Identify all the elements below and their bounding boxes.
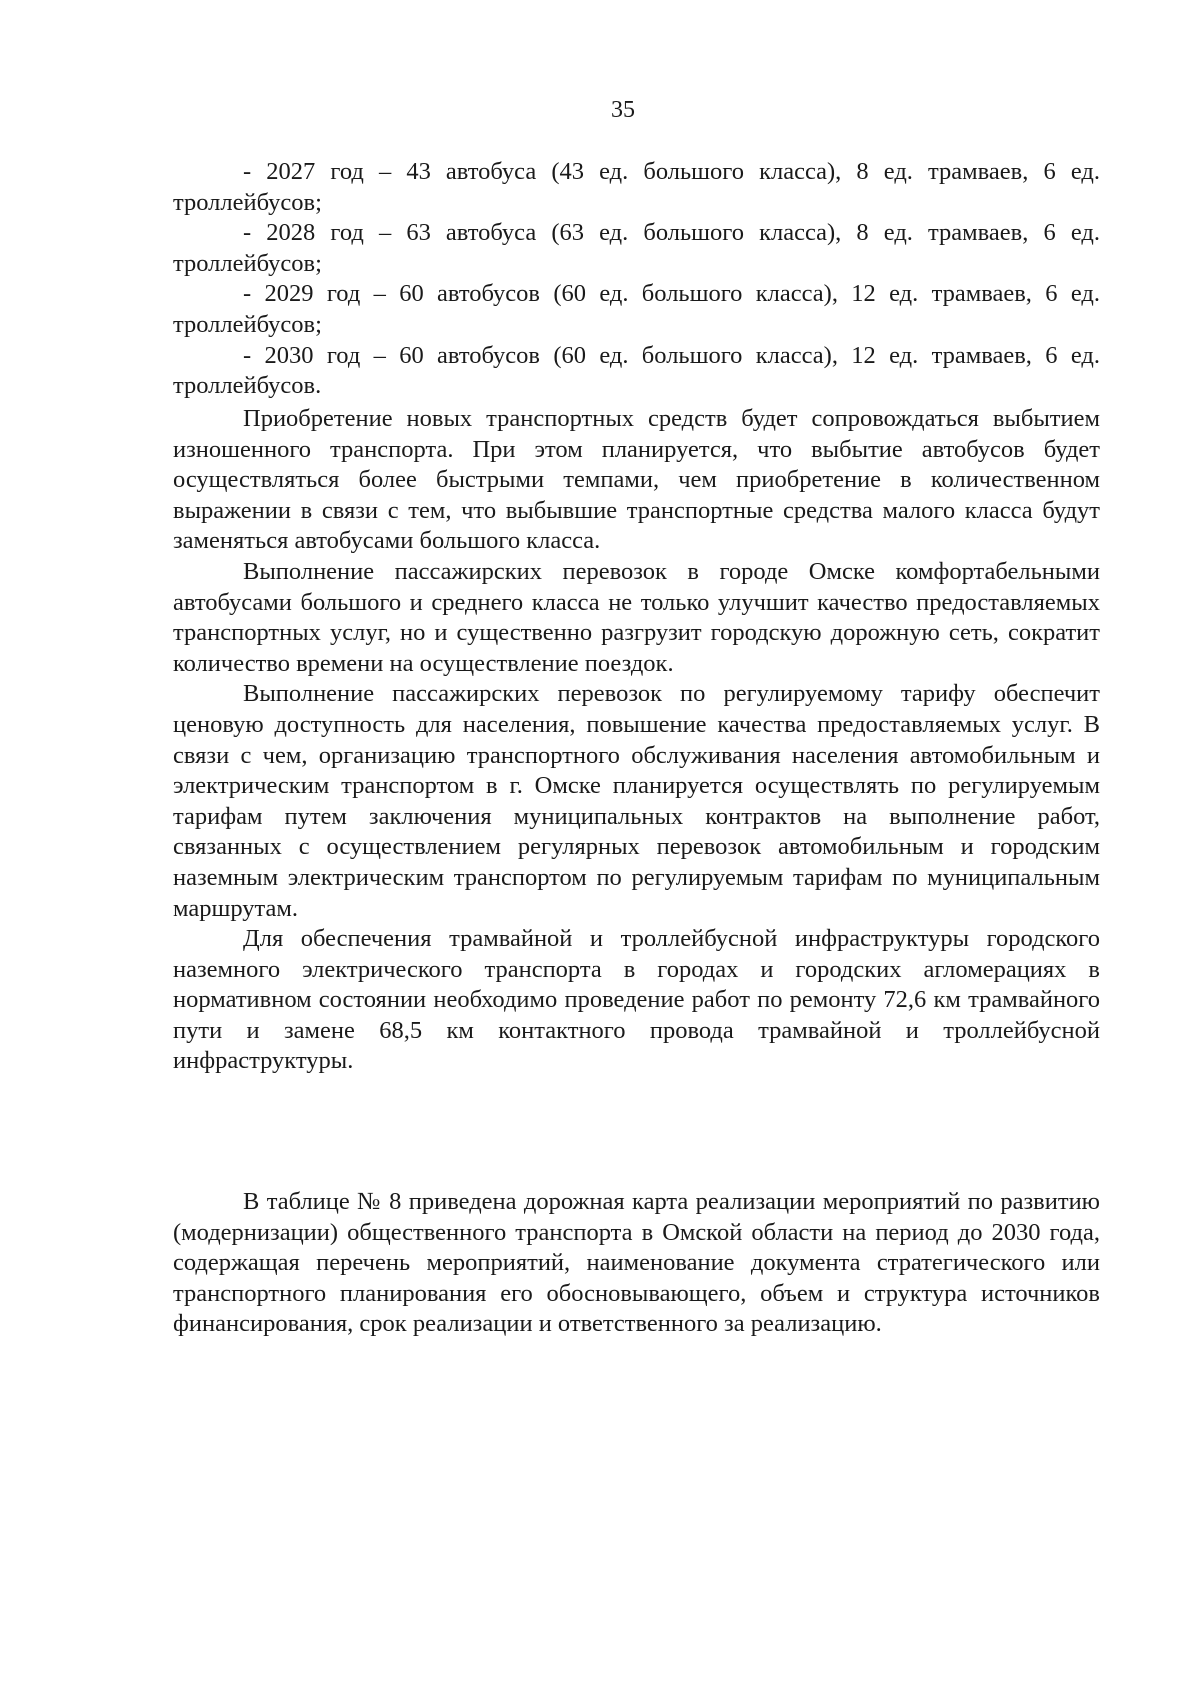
paragraph: Для обеспечения трамвайной и троллейбусной инфраструктуры городского наземного электрического транспорта в городах и городских агломерациях в нормативном состоянии необходимо проведение работ по ремонту 72,6 км трамвайного пути и замене 68,5 км контактного провода трамвайной и троллейбусной инфраструктуры. <box>173 925 1100 1075</box>
body-text <box>173 404 1100 1077</box>
list-item: - 2029 год – 60 автобусов (60 ед. большого класса), 12 ед. трамваев, 6 ед. троллейбусов; <box>173 280 1100 338</box>
list-item: - 2028 год – 63 автобуса (63 ед. большого класса), 8 ед. трамваев, 6 ед. троллейбусов; <box>173 219 1100 277</box>
list-item: - 2030 год – 60 автобусов (60 ед. большого класса), 12 ед. трамваев, 6 ед. троллейбусов. <box>173 341 1100 400</box>
paragraph: Выполнение пассажирских перевозок по регулируемому тарифу обеспечит ценовую доступность для населения, повышение качества предоставляемых услуг. В связи с чем, организацию транспортного обслуживания населения автомобильным и электрическим транспортом в г. Омске планируется осуществлять по регулируемым тарифам путем заключения муниципальных контрактов на выполнение работ, связанных с осуществлением регулярных перевозок автомобильным и городским наземным электрическим транспортом по регулируемым тарифам по муниципальным маршрутам. <box>173 680 1100 922</box>
vehicle-plan-list <box>173 157 1100 402</box>
list-item: - 2027 год – 43 автобуса (43 ед. большого класса), 8 ед. трамваев, 6 ед. троллейбусов; <box>173 158 1100 216</box>
paragraph: Выполнение пассажирских перевозок в городе Омске комфортабельными автобусами большого и среднего класса не только улучшит качество предоставляемых транспортных услуг, но и существенно разгрузит городскую дорожную сеть, сократит количество времени на осуществление поездок. <box>173 557 1100 677</box>
paragraph: Приобретение новых транспортных средств будет сопровождаться выбытием изношенного транспорта. При этом планируется, что выбытие автобусов будет осуществляться более быстрыми темпами, чем приобретение в количественном выражении в связи с тем, что выбывшие транспортные средства малого класса будут заменяться автобусами большого класса. <box>173 405 1100 555</box>
table-reference-text <box>173 1187 1100 1340</box>
paragraph: В таблице № 8 приведена дорожная карта реализации мероприятий по развитию (модернизации) общественного транспорта в Омской области на период до 2030 года, содержащая перечень мероприятий, наименование документа стратегического или транспортного планирования его обосновывающего, объем и структура источников финансирования, срок реализации и ответственного за реализацию. <box>173 1188 1100 1338</box>
page-number: 35 <box>611 97 635 123</box>
